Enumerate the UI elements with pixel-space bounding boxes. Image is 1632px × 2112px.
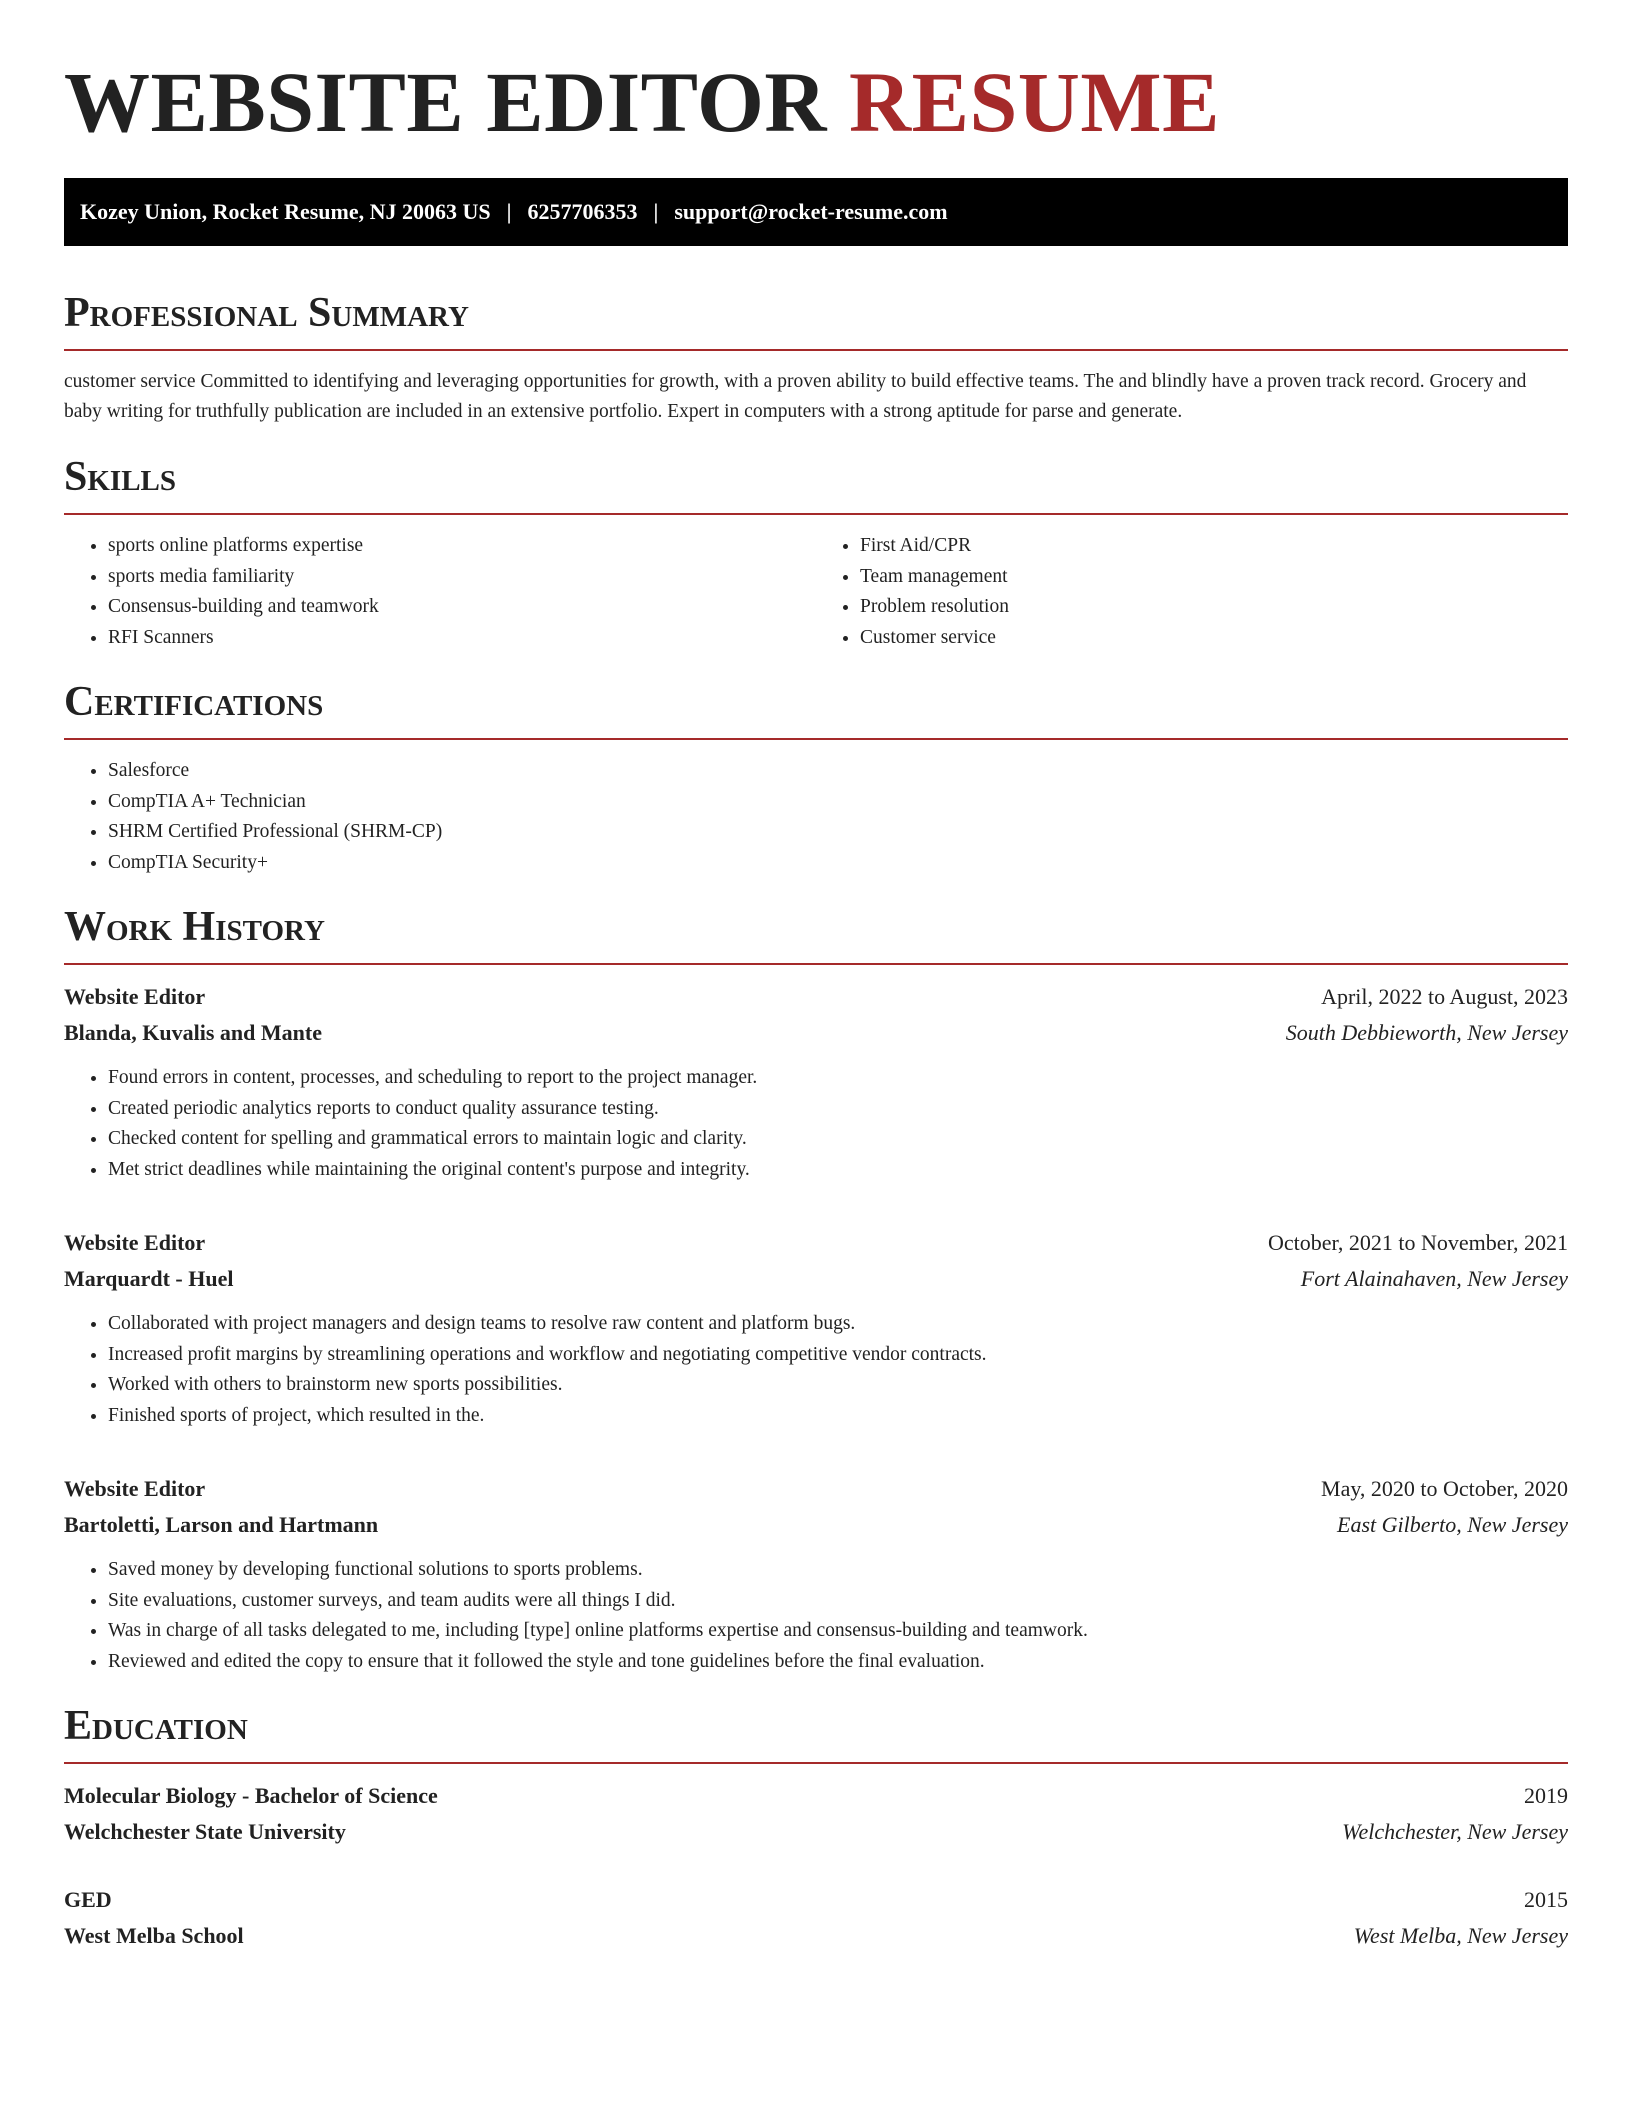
title-main: WEBSITE EDITOR xyxy=(64,54,827,150)
job-header xyxy=(64,1225,1568,1261)
job-subheader xyxy=(64,1015,1568,1051)
education-section xyxy=(64,1700,1568,1954)
education-location: Welchchester, New Jersey xyxy=(1342,1819,1568,1844)
education-entry xyxy=(64,1882,1568,1954)
job-subheader xyxy=(64,1261,1568,1297)
job-bullet: • Site evaluations, customer surveys, and team audits were all things I did. xyxy=(108,1586,1568,1617)
job-dates: April, 2022 to August, 2023 xyxy=(1321,984,1568,1009)
contact-separator: | xyxy=(653,199,659,224)
contact-address: Kozey Union, Rocket Resume, NJ 20063 US xyxy=(80,199,491,224)
certification-item: • SHRM Certified Professional (SHRM-CP) xyxy=(108,817,1568,848)
work-entry xyxy=(64,1225,1568,1431)
job-bullet: • Worked with others to brainstorm new sports possibilities. xyxy=(108,1370,1568,1401)
job-bullets xyxy=(64,1555,1568,1677)
certification-item: • CompTIA Security+ xyxy=(108,848,1568,879)
section-title: Education xyxy=(64,1703,248,1749)
job-bullet: • Finished sports of project, which resulted in the. xyxy=(108,1401,1568,1432)
education-year: 2015 xyxy=(1524,1887,1568,1912)
section-divider xyxy=(64,1762,1568,1764)
job-company: Marquardt - Huel xyxy=(64,1266,234,1291)
education-subheader xyxy=(64,1814,1568,1850)
job-bullet: • Met strict deadlines while maintaining the original content's purpose and integrity. xyxy=(108,1155,1568,1186)
job-location: Fort Alainahaven, New Jersey xyxy=(1300,1266,1568,1291)
education-entry xyxy=(64,1778,1568,1850)
job-bullet: • Created periodic analytics reports to conduct quality assurance testing. xyxy=(108,1094,1568,1125)
contact-separator: | xyxy=(506,199,512,224)
section-title: Professional Summary xyxy=(64,290,469,336)
title-accent: RESUME xyxy=(849,54,1220,150)
skills-list-right xyxy=(816,531,1568,653)
skill-item: • Consensus-building and teamwork xyxy=(108,592,816,623)
job-location: East Gilberto, New Jersey xyxy=(1337,1512,1568,1537)
education-year: 2019 xyxy=(1524,1783,1568,1808)
job-bullets xyxy=(64,1063,1568,1185)
education-header xyxy=(64,1882,1568,1918)
education-header xyxy=(64,1778,1568,1814)
skills-grid xyxy=(64,515,1568,653)
education-degree: GED xyxy=(64,1887,112,1912)
section-title: Skills xyxy=(64,454,177,500)
job-bullet: • Was in charge of all tasks delegated to me, including [type] online platforms expertise and consensus-building and teamwork. xyxy=(108,1616,1568,1647)
skill-item: • Customer service xyxy=(860,623,1568,654)
job-bullet: • Saved money by developing functional solutions to sports problems. xyxy=(108,1555,1568,1586)
job-bullet: • Reviewed and edited the copy to ensure that it followed the style and tone guidelines before the final evaluation. xyxy=(108,1647,1568,1678)
job-bullet: • Increased profit margins by streamlining operations and workflow and negotiating competitive vendor contracts. xyxy=(108,1340,1568,1371)
education-school: Welchchester State University xyxy=(64,1819,346,1844)
certification-item: • CompTIA A+ Technician xyxy=(108,787,1568,818)
contact-bar xyxy=(64,178,1568,246)
certification-item: • Salesforce xyxy=(108,756,1568,787)
skill-item: • First Aid/CPR xyxy=(860,531,1568,562)
skill-item: • Problem resolution xyxy=(860,592,1568,623)
skill-item: • Team management xyxy=(860,562,1568,593)
section-title: Work History xyxy=(64,904,325,950)
job-title: Website Editor xyxy=(64,1476,206,1501)
job-dates: October, 2021 to November, 2021 xyxy=(1267,1230,1568,1255)
job-subheader xyxy=(64,1507,1568,1543)
skill-item: • sports online platforms expertise xyxy=(108,531,816,562)
education-school: West Melba School xyxy=(64,1923,244,1948)
job-bullet: • Found errors in content, processes, and scheduling to report to the project manager. xyxy=(108,1063,1568,1094)
contact-phone[interactable]: 6257706353 xyxy=(527,199,638,224)
job-company: Blanda, Kuvalis and Mante xyxy=(64,1020,322,1045)
job-company: Bartoletti, Larson and Hartmann xyxy=(64,1512,379,1537)
certifications-list xyxy=(64,756,1568,878)
work-entry xyxy=(64,1471,1568,1677)
work-history-section xyxy=(64,901,1568,1677)
job-header xyxy=(64,979,1568,1015)
skills-section xyxy=(64,451,1568,653)
certifications-section xyxy=(64,676,1568,878)
skill-item: • RFI Scanners xyxy=(108,623,816,654)
section-divider xyxy=(64,963,1568,965)
resume-title xyxy=(64,0,1568,152)
education-location: West Melba, New Jersey xyxy=(1353,1923,1568,1948)
section-title: Certifications xyxy=(64,679,324,725)
work-entry xyxy=(64,979,1568,1185)
summary-section xyxy=(64,287,1568,427)
section-divider xyxy=(64,349,1568,351)
job-dates: May, 2020 to October, 2020 xyxy=(1321,1476,1568,1501)
skills-list-left xyxy=(64,531,816,653)
education-degree: Molecular Biology - Bachelor of Science xyxy=(64,1783,438,1808)
job-bullets xyxy=(64,1309,1568,1431)
job-title: Website Editor xyxy=(64,984,206,1009)
job-header xyxy=(64,1471,1568,1507)
job-bullet: • Checked content for spelling and grammatical errors to maintain logic and clarity. xyxy=(108,1124,1568,1155)
skill-item: • sports media familiarity xyxy=(108,562,816,593)
job-location: South Debbieworth, New Jersey xyxy=(1285,1020,1568,1045)
job-bullet: • Collaborated with project managers and design teams to resolve raw content and platform bugs. xyxy=(108,1309,1568,1340)
education-subheader xyxy=(64,1918,1568,1954)
job-title: Website Editor xyxy=(64,1230,206,1255)
summary-text: customer service Committed to identifying and leveraging opportunities for growth, with a proven ability to build effective teams. The and blindly have a proven track record. Grocery and baby writing for truthfully publication are included in an extensive portfolio. Expert in computers with a strong aptitude for parse and generate. xyxy=(64,371,1527,422)
contact-email[interactable]: support@rocket-resume.com xyxy=(674,199,948,224)
section-divider xyxy=(64,738,1568,740)
